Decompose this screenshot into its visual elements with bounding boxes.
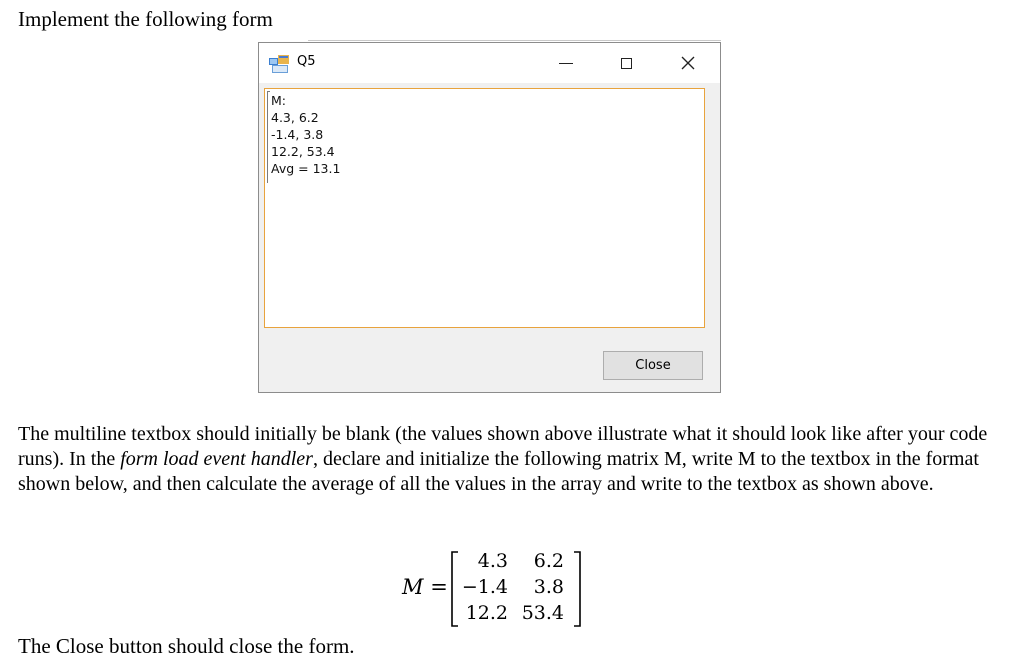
- matrix-label: M =: [402, 575, 448, 599]
- matrix-cell: 6.2: [533, 550, 564, 572]
- matrix-cell: 3.8: [533, 576, 564, 598]
- window-top-edge: [308, 40, 721, 41]
- instruction-heading: Implement the following form: [18, 7, 273, 31]
- matrix-cell: −1.4: [461, 576, 508, 598]
- footer-instruction: The Close button should close the form.: [18, 634, 355, 658]
- minimize-icon: [559, 63, 573, 64]
- textbox-line: Avg = 13.1: [271, 161, 341, 176]
- form-window: [258, 42, 721, 393]
- paragraph-emphasis: form load event handler: [120, 448, 313, 470]
- textbox-inner-edge: [267, 91, 268, 183]
- maximize-icon: [621, 58, 632, 69]
- window-title: Q5: [297, 54, 316, 69]
- title-bar[interactable]: [259, 43, 720, 83]
- textbox-line: -1.4, 3.8: [271, 127, 324, 142]
- instructions-paragraph: [18, 422, 1003, 497]
- matrix-cell: 4.3: [477, 550, 508, 572]
- close-icon: [681, 56, 695, 70]
- textbox-content: [271, 92, 340, 177]
- paragraph-text-end: , declare and initialize the following matrix M, write M to the textbox in the format shown below, and then calculate the average of all the values in the array and write to the textbox as shown above.: [18, 448, 979, 495]
- window-close-button[interactable]: [669, 49, 707, 77]
- matrix-cell: 53.4: [521, 602, 564, 624]
- form-app-icon: [269, 55, 289, 73]
- matrix-cell: 12.2: [465, 602, 508, 624]
- paragraph-text: The multiline textbox should initially be blank (the values shown above illustrate what it should look like after your code runs). In the: [18, 423, 988, 470]
- minimize-button[interactable]: [547, 49, 585, 77]
- textbox-line: 12.2, 53.4: [271, 144, 335, 159]
- textbox-line: 4.3, 6.2: [271, 110, 319, 125]
- output-textbox[interactable]: [264, 88, 705, 328]
- close-button[interactable]: Close: [603, 351, 703, 380]
- textbox-line: M:: [271, 93, 286, 108]
- maximize-button[interactable]: [607, 49, 645, 77]
